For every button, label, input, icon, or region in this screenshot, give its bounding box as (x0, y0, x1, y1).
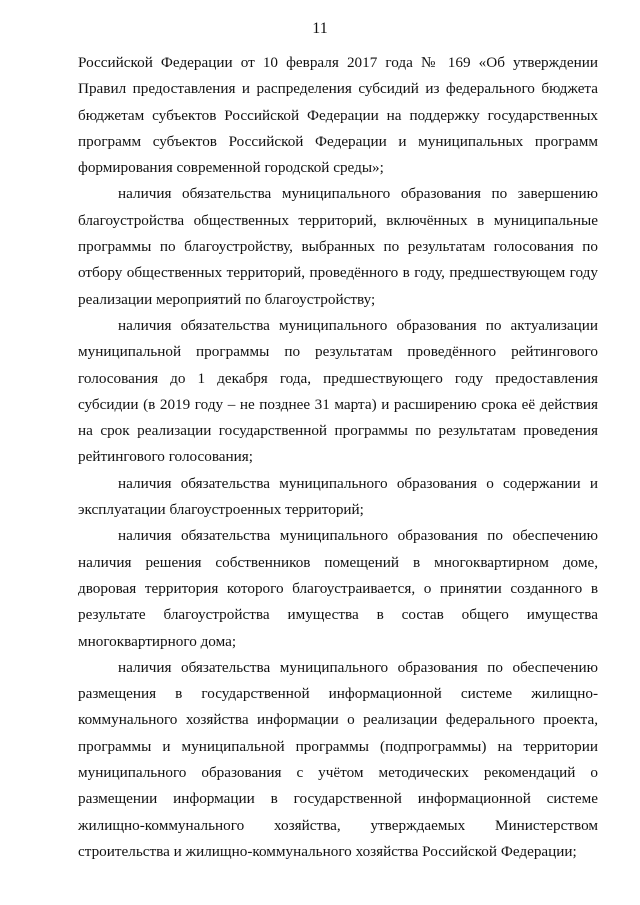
paragraph-completion-obligation: наличия обязательства муниципального образования по завершению благоустройства общественных территорий, включённых в муниципальные программы по благоустройству, выбранных по результатам голосования по отбору общественных территорий, проведённого в году, предшествующем году реализации мероприятий по благоустройству; (78, 185, 598, 308)
page-number: 11 (312, 20, 328, 37)
paragraph-continuation: Российской Федерации от 10 февраля 2017 года № 169 «Об утверждении Правил предоставления и распределения субсидий из федерального бюджета бюджетам субъектов Российской Федерации на поддержку государственных программ субъектов Российской Федерации и муниципальных программ формирования современной городской среды»; (78, 54, 598, 177)
paragraph-owners-decision-obligation: наличия обязательства муниципального образования по обеспечению наличия решения собственников помещений в многоквартирном доме, дворовая территория которого благоустраивается, о принятии созданного в результате благоустройства имущества в состав общего имущества многоквартирного дома; (78, 527, 598, 650)
document-body (78, 50, 598, 865)
paragraph-program-update-obligation: наличия обязательства муниципального образования по актуализации муниципальной программы по результатам проведённого рейтингового голосования до 1 декабря года, предшествующего году предоставления субсидии (в 2019 году – не позднее 31 марта) и расширению срока её действия на срок реализации государственной программы по результатам проведения рейтингового голосования; (78, 316, 598, 466)
paragraph-information-system-obligation: наличия обязательства муниципального образования по обеспечению размещения в государственной информационной системе жилищно-коммунального хозяйства информации о реализации федерального проекта, программы и муниципальной программы (подпрограммы) на территории муниципального образования с учётом методических рекомендаций о размещении информации в государственной информационной системе жилищно-коммунального хозяйства, утверждаемых Министерством строительства и жилищно-коммунального хозяйства Российской Федерации; (78, 658, 598, 860)
paragraph-maintenance-obligation: наличия обязательства муниципального образования о содержании и эксплуатации благоустроенных территорий; (78, 474, 598, 519)
